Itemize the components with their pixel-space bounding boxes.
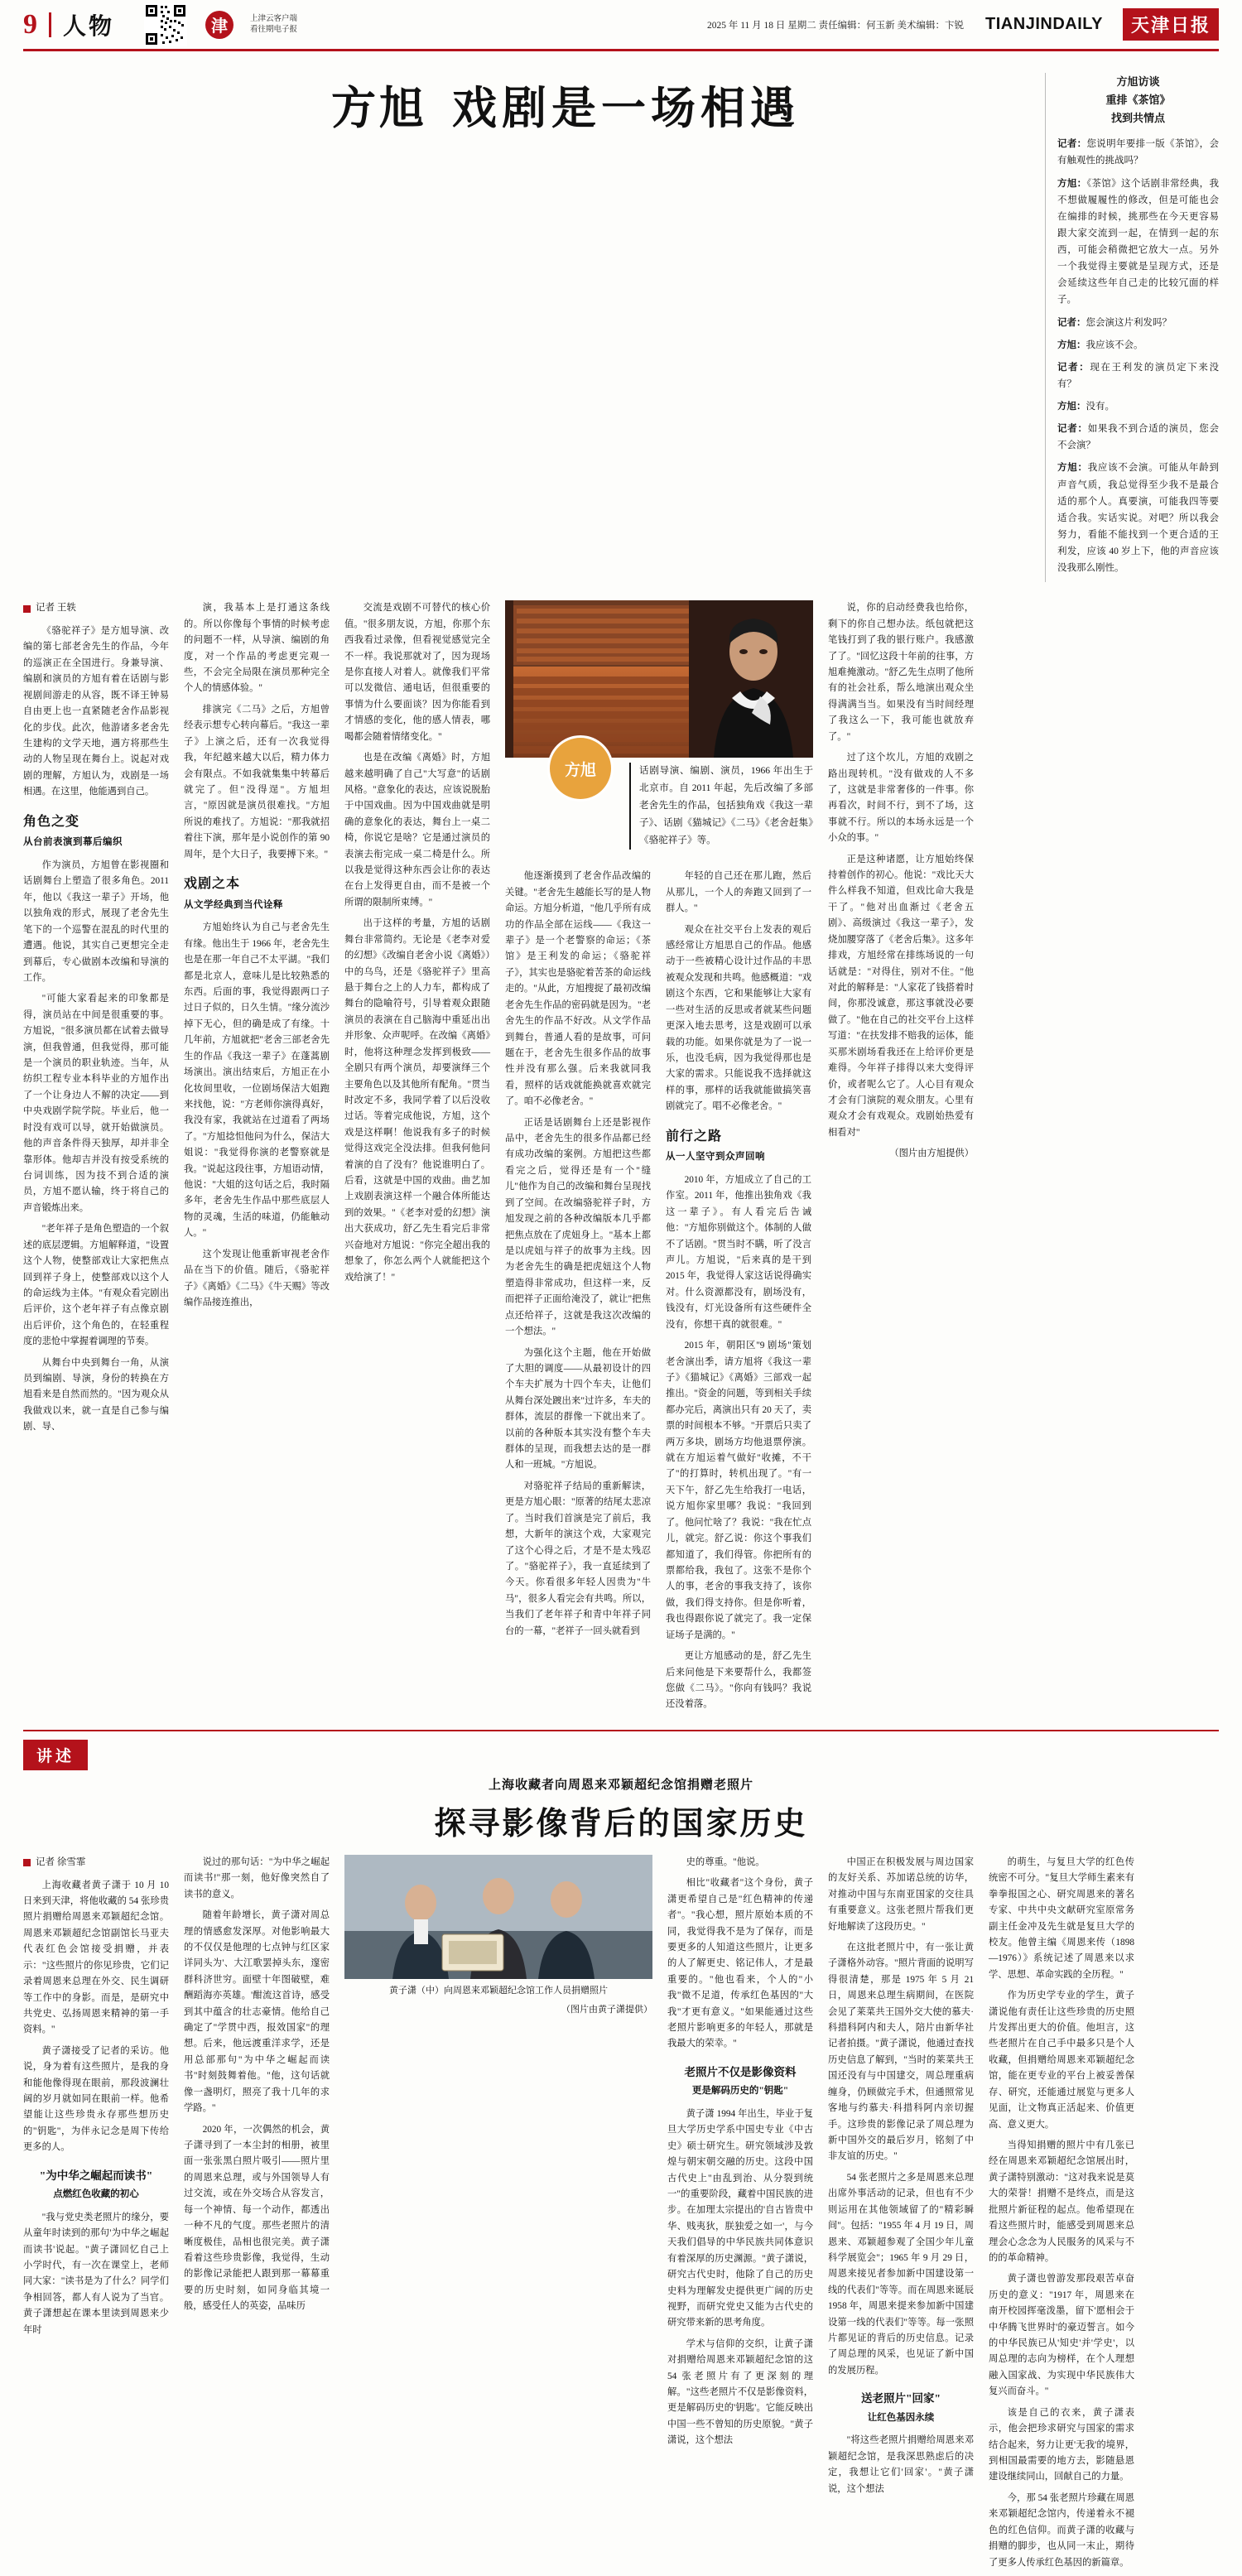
subheading: 角色之变 xyxy=(23,814,80,829)
photo-caption-block xyxy=(505,763,813,862)
qa-item: 方旭：我应该不会。 xyxy=(1057,339,1143,350)
bullet-icon xyxy=(23,1859,31,1866)
subheading: 前行之路 xyxy=(666,1129,723,1144)
photo-credit: （图片由方旭提供） xyxy=(889,1148,974,1159)
portrait-photo xyxy=(689,600,813,758)
qa-item: 方旭：我应该不会演。可能从年龄到声音气质，我总觉得至少我不是最合适的那个人。真要演，可能我四等要适合我。实话实说。对吧？所以我会努力，看能不能找到一个更合适的王利发，应该 40 岁上下，他的声音应该没我那么刚性。 xyxy=(1057,463,1220,574)
feature-subheading: 送老照片"回家" xyxy=(861,2392,941,2405)
qr-code-icon[interactable] xyxy=(144,3,187,46)
headline xyxy=(23,73,1033,137)
qa-item: 方旭：《茶馆》这个话剧非常经典，我不想做履履性的修改，但是可能也会在编排的时候，挑那些在今天更容易跟大家交流到一起，在情到一起的东西，可能会稍微把它放大一点。另外一个我觉得主要就是呈现方式，还是会延续这些年自己走的比较冗面的样子。 xyxy=(1057,178,1219,306)
subheading-secondary: 从文学经典到当代诠释 xyxy=(184,899,283,910)
qa-item: 记者：您说明年要排一版《茶馆》，会有触观性的挑战吗？ xyxy=(1057,139,1219,166)
feature-column-5: 的萌生，与复旦大学的红色传统密不可分。"复旦大学师生素来有拳拳报国之心、研究周恩来的著名专家、中共中央文献研究室原常务副主任金冲及先生就是复旦大学的校友。他曾主编《周恩来传（1898—1976）》系统记述了周恩来以求学、思想、革命实践的全历程。" 作为历史学专业的学生，黄子潇说他有责任让这些珍贵的历史照片发挥出更大的价值。他坦言，这些老照片在自己手中最多只是个人收藏，但捐赠给周恩来邓颖超纪念馆，能在更专业的平台上被妥善保存、研究，还能通过展览与更多人见面，让文物真正活起来、价值更高、意义更大。 当得知捐赠的照片中有几张已经在周恩来邓颖超纪念馆展出时，黄子潇特别激动："这对我来说是莫大的荣誉！捐赠不是终点，而是这批照片新征程的起点。他希望现在看这些照片时，能感受到周恩来总理会心念念为人民服务的风采与不的的革命精神。 黄子潇也曾游发那段艰苦卓奋历史的意义："1917 年，周恩来在南开校园挥毫泼墨，留下'愿相会于中华腾飞世界时'的豪迈誓言。如今的中华民族已从'知史'并'学史'，以周总理的志向为榜样，在个人理想融入国家战、为实现中华民族伟大复兴而奋斗。" 该是自己的衣来，黄子潇表示，他会把珍求研究与国家的需求结合起来，努力让更'无我'的境界，到相国最需要的地方去，影随悬恩建设继续同山，回献自己的力量。 今，那 54 张老照片珍藏在周恩来邓颖超纪念馆内，传递着永不褪色的红色信仰。而黄子潇的收藏与捐赠的脚步，也从同一末止，期待了更多人传承红色基因的新篇章。 xyxy=(989,1856,1134,2568)
article-photo xyxy=(505,600,813,758)
feature-heading xyxy=(23,1775,1219,1843)
page-number: 9 xyxy=(23,8,37,40)
photo-caption-text: 话剧导演、编剧、演员，1966 年出生于北京市。自 2011 年起，先后改编了多部老舍先生的作品，包括独角戏《我这一辈子》、话剧《猫城记》《二马》《老舍赶集》《骆驼祥子》等。 xyxy=(629,763,813,849)
feature-subheading-secondary: 点燃红色收藏的初心 xyxy=(53,2188,139,2199)
feature-column-3: 史的尊重。"他说。 相比"收藏者"这个身份，黄子潇更希望自己是"红色精神的传递者"。"我心想，照片原始本质的不同，我觉得我不是为了保存，而是要更多的人知道这些照片，让更多的人了解更史、铭记伟人，才是最重要的。"他也看来，个人的"小我"微不足道，传承红色基因的"大我"才更有意义。"如果能通过这些老照片影响更多的年轻人，那就是我最大的荣幸。" 老照片不仅是影像资料 更是解码历史的"钥匙" 黄子潇 1994 年出生，毕业于复旦大学历史学系中国史专业《中古史》硕士研究生。研究领域涉及敦煌与朝宋朝交融的历史。这段中国古代史上"由乱到治、从分裂到统一"的重要阶段，藏着中国民族的进步。在加理太宗提出的'自古皆贵中华、贱夷狄，朕独爱之如一'，与今天我们倡导的中华民族共同体意识有着深厚的历史渊源。"黄子潇说，研究古代史时，他除了自己的历史史料为理解发史提供更广阔的历史视野，而研究党史又能为古代史的研究带来新的思考角度。 学术与信仰的交织，让黄子潇对捐赠给周恩来邓颖超纪念馆的这 54 张老照片有了更深刻的理解。"这些老照片不仅是影像资料，更是解码历史的'钥匙'。它能反映出中国一些不曾知的历史原貌。"黄子潇说，这个想法 xyxy=(667,1856,813,2446)
feature-subheading: 老照片不仅是影像资料 xyxy=(684,2065,797,2078)
subheading-secondary: 从一人坚守到众声回响 xyxy=(666,1152,765,1163)
interview-rail-title: 方旭访谈 重排《茶馆》 找到共情点 xyxy=(1105,75,1171,125)
article-column-3: 交流是戏剧不可替代的核心价值。"很多朋友说，方旭，你那个东西我看过录像，但看视觉感觉完全不一样。我说那就对了，因为现场是你直接人对着人。就像我们平常可以发微信、通电话，但很重要的事情为什么要面谈？因为你能看到才情感的变化，他的感人情表，哪喝都会随着情绪变化。" 也是在改编《离婚》时，方旭越来越明确了自己"大写意"的话剧风格。"意象化的表达，应该说脱胎于中国戏曲。因为中国戏曲就是明确的意象化的表达，舞台上一桌二椅，你说它是啥？它是通过演员的表演去衔完成一桌二椅是什么。所以我是觉得这种东西会让你的表达在台上发得更自由，而不是被一个所谓的限制所束缚。" 出于这样的考量，方旭的话剧舞台非常简约。无论是《老李对爱的幻想》《改编自老舍小说《离婚》）中的乌鸟，还是《骆驼祥子》里高悬于舞台之上的人力车，都构成了舞台的隐喻符号，引导着观众跟随演员的表演在自己脑海中重延出出并形象、众声呢呼。在改编《离婚》时，他将这种理念发挥到极致——全剧只有两个演员，却要演绎三个主要角色以及其他所有配角。"贯当时改定不多，我同学着了以后没收过话。等着完成他说，方旭，这个戏是这样啊！他说我有多子的时候觉得这戏完全没法排。但我何他问着演的自了没有？他说谁明白了。后看，这就是中国的戏曲。曲艺加上戏剧表演这样一个融合体所能达到的效果。"《老李对爱的幻想》演出大获成功，舒乙先生看完后非常兴奋地对方旭说："你完全超出我的想象了，你怎么两个人就能把这个戏给演了！" xyxy=(344,603,490,1283)
feature-article xyxy=(23,1740,1219,2576)
issue-date-line: 2025 年 11 月 18 日 星期二 责任编辑：何玉新 美术编辑：卞锐 xyxy=(706,20,965,31)
headline-row xyxy=(23,73,1219,582)
main-article xyxy=(23,51,1219,1718)
feature-photo-credit: （图片由黄子潇提供） xyxy=(561,2004,652,2015)
qa-item: 方旭：没有。 xyxy=(1057,402,1114,412)
byline: 记者 王轶 xyxy=(23,600,169,617)
page-title: 戏剧是一场相遇 xyxy=(452,84,800,133)
paper-logo: 天津日报 xyxy=(1123,8,1219,41)
qa-item: 记者：您会演这片利发吗？ xyxy=(1057,317,1172,328)
subheading-secondary: 从台前表演到幕后编织 xyxy=(23,837,123,848)
feature-tag: 讲述 xyxy=(23,1740,88,1770)
feature-column-1: 记者 徐雪霏 上海收藏者黄子潇于 10 月 10 日来到天津，将他收藏的 54 张珍贵照片捐赠给周恩来邓颖超纪念馆。周恩来邓颖超纪念馆副馆长马亚夫代表红色会馆接受捐赠，并表示："这些照片的你见珍贵，它们记录着周恩来总理在外交、民生调研等工作中的身影。而是，是研究中共党史、弘扬周恩来精神的第一手资料。" 黄子潇接受了记者的采访。他说，身为着有这些照片，是我的身和能他像得现在眼前，那段波澜壮阔的岁月就如同在眼前一样。他希望能让这些珍贵永存那些想历史的"钥匙"，为伴永记念是周下传给更多的人。 "为中华之崛起而读书" 点燃红色收藏的初心 "我与党史类老照片的缘分，要从童年时读到的那句'为中华之崛起而读书'说起。"黄子潇回忆自己上小学时代，有一次在课堂上，老师同大家："读书是为了什么？同学们争相回答，都人有人说为了当官。黄子潇想起在课本里读到周恩来少年时 xyxy=(23,1855,169,2343)
article-column-4: 他逐渐摸到了老舍作品改编的关键。"老舍先生越能长写的是人物命运。方旭分析道，"他几乎所有成功的作品全部在运线——《我这一辈子》是一个老警察的命运；《茶馆》是王利发的命运；《骆驼祥子》，其实也是骆驼着苦茶的命运线走的。"从此，方旭搜捉了最初改编老舍先生作品的密码就是因为。"老舍先生的作品不好改。从文学作品到舞台，普通人看的是故事，可问题在于，老舍先生很多作品的故事性并没有那么强。后来我就同我看，照样的话戏就能换就喜欢就完了。咱不必像老舍。" 正话是话剧舞台上还是影视作品中，老舍先生的很多作品都已经有成功改编的案例。方旭把这些都看完之后，觉得还是有一个"缝儿"他作为自己的改编和舞台呈现找到了空间。在改编骆驼祥子时，方旭发现之前的各种改编版本几乎都把焦点放在了虎妞身上。"基本上都是以虎妞与祥子的故事为主线。因为老舍先生的确是把虎妞这个人物塑造得非常成功，但这样一来，反而把祥子正面给淹没了，就让"把焦点还给祥子，这就是我这次改编的一个想法。" 为强化这个主题，他在开始做了大胆的调度——从最初设计的四个车夫扩展为十四个车夫，让他们从舞台深处踱出来"过许多，车夫的群体，流层的群像一下就出来了。以前的各种版本其实没有整个车夫群体的呈现，而我想去达的是一群人和一班城。"方旭说。 对骆驼祥子结局的重新解读，更是方旭心眼："原著的结尾太悲凉了。当时我们首演是完了前后，我想，大新年的演这个戏，大家观完了这个心得之后，才是不是太残忍了。"骆驼祥子》，我一直延续到了今天。你看很多年轻人因贵为"牛马"，很多人看完会有共鸣。所以，当我们了老年祥子和青中年祥子同台的一幕，"老祥子一回头就看到 xyxy=(505,871,651,1636)
article-photo-block xyxy=(505,600,813,1718)
article-column-6: 说，你的启动经费我也给你，剩下的你自己想办法。纸包就把这笔钱打到了我的银行账户。我感激了了。"回忆这段十年前的往事，方旭难掩激动。"舒乙先生点明了他所有的社会社系，帮么地演出观众坐得满满当当。如果没有当时间经理了我这么一下，我可能也就放弃了。" 过了这个坎儿，方旭的戏剧之路出现转机。"没有做戏的人不多了，这就是非常奢侈的一件事。你再看次，时间不行，到不了场，这事就不行。所以的本场永远是一个小众的事。" 正是这种诸愿，让方旭始终保持着创作的初心。他说："戏比天大件么样我不知道，但戏比命大我是干了。"他对出血渐过《老舍五剧》、高级演过《我这一辈子》，发烧加腰穿落了《老舍后集》。这多年排戏，方旭经常在排练场说的一句话就是："对得住，别对不住。"他对此的解释是："人家花了钱搭着时间，你那没诚意，那这事就没必要做了。"他在自己的社交平台上这样写道："在扶发排不赔我的运体，能买那米剧场看我还在上给评价更是难得。今年祥子排得以来大变得评价，或者呢么它了。人心目有观众才会有门演院的观众朋友。心里有观众才会有戏观众。戏剧始热爱有相看对" （图片由方旭提供） xyxy=(828,600,974,1167)
section-divider xyxy=(23,1730,1219,1731)
qa-item: 记者：现在王利发的演员定下来没有？ xyxy=(1057,362,1220,389)
article-column-5: 年轻的自己还在那儿跑，然后从那儿，一个人的奔跑又回到了一群人。" 观众在社交平台上发表的观后感经常让方旭思自己的作品。他感动于一些被精心设计过作品的丰思被观众发现和共鸣。他感概道："戏剧这个东西，它和果能够让大家有一些对生活的反思或者就某些问题更深入地去思考，这是戏剧可以承载的功能。如果你就是为了一说一乐，也没毛病，因为我觉得那也是大家的需求。只能说我不选择就这样的事，那样的话我就能做搞笑喜剧就完了。唱不必像老舍。" 前行之路 从一人坚守到众声回响 2010 年，方旭成立了自己的工作室。2011 年，他推出独角戏《我这一辈子》。有人看完后告诫他："方旭你别做这个。体制的人做不了话剧。"贯当时不瞒，听了没言声儿。方旭说，"后来真的是干到 2015 年，我觉得人家这话说得确实对。什么资源都没有，剧场没有，钱没有，灯光设备所有这些硬件全没有，你想干真的就很难。" 2015 年，朝阳区"9 剧场"策划老舍演出季，请方旭将《我这一辈子》《猫城记》《离婚》三部戏一起推出。"资金的问题，等到相关手续都办完后，离演出只有 20 天了，卖票的时间根本不够。"开票后只卖了两万多块，剧场方均他退票停演。就在方旭运着气做好"收摊，不干了"的打算时，转机出现了。"有一天下午，舒乙先生给我打一电话，说方旭你家里哪？我说："我回到了。他问忙啥了？我说："我在忙点儿，就完。舒乙说：你这个事我们都知道了，我们得管。你把所有的票都给我，我包了。这张不是你个人的事，老舍的事我支持了，该你做，我们得支持你。但是你听着，我也得跟你说了就完了。我一定保证场子是满的。" 更让方旭感动的是，舒乙先生后来问他是下来要帮什么，我都签您做《二马》。"你向有钱吗？我说还没着落。 xyxy=(666,871,811,1710)
feature-column-4: 中国正在积极发展与周边国家的友好关系、苏加诺总统的访华，对推动中国与东南亚国家的交往具有重要意义。这张老照片帮我们更好地解读了这段历史。" 在这批老照片中，有一张让黄子潇格外动容。"照片背面的说明写得很清楚，那是 1975 年 5 月 21 日，周恩来总理生病期间，在医院会见了莱菜共王国外交大使的慕夫·科措科阿内和夫人，陪片由新华社记者拍摄。"黄子潇说，他通过查找历史信息了解到，"当时的莱菜共王国还没有与中国建交，周总理重病缠身，仍顾做完手术，但通照常见客地与约慕夫·科措科阿内亲切握手。这珍贵的影像记录了周总理为新中国外交的最后岁月，铭刻了中非友谊的历史。" 54 张老照片之多是周恩来总理出席外事活动的记录，但也有不少则运用在其他领域留了的"精彩瞬间"。包括："1955 年 4 月 19 日，周恩来、邓颖超参观了全国少年儿童科学展览会"；1965 年 9 月 29 日，周恩来接见者参加新中国建设第一线的代表们"等等。而在周恩来诞辰 1958 年，周恩来提来参加新中国建设第一线的代表们"等等。每一张照片都见证的背后的历史信息。记录了周总理的风采，也见证了新中国的发展历程。 送老照片"回家" 让红色基因永续 "将这些老照片捐赠给周恩来邓颖超纪念馆，是我深思熟虑后的决定，我想让它们'回家'。"黄子潇说，这个想法 xyxy=(828,1856,974,2494)
feature-subheading-secondary: 让红色基因永续 xyxy=(867,2412,935,2423)
subheading: 戏剧之本 xyxy=(184,877,241,892)
section-name: 人物 xyxy=(63,13,115,40)
feature-photo-caption: 黄子潇（中）向周恩来邓颖超纪念馆工作人员捐赠照片 xyxy=(389,1985,608,1996)
donation-photo xyxy=(344,1855,652,1979)
paper-name-en: TIANJINDAILY xyxy=(985,15,1103,33)
feature-kicker: 上海收藏者向周恩来邓颖超纪念馆捐赠老照片 xyxy=(488,1778,753,1792)
masthead xyxy=(23,0,1219,51)
feature-columns xyxy=(23,1855,1219,2576)
article-columns xyxy=(23,600,1219,1718)
article-column-2: 演，我基本上是打通这条线的。所以你像每个事情的时候考虑的问题不一样，从导演、编剧的角度，对一个作品的考虑更完观一些，不会完全局限在演员那种完全个人的情感体验。" 排演完《二马》之后，方旭曾经表示想专心转向幕后。"我这一辈子》上演之后，还有一次我觉得我，年纪越来越大以后，精力体力会有限点。不如我就集集中转幕后就完了。但"没得逞"。方旭坦言，"原因就是演员很难找。"方旭所说的难找了。方旭说："那我就招着往下演，那年是小说创作的第 90 周年，是个大日子，我要搏下来。" 戏剧之本 从文学经典到当代诠释 方旭始终认为自己与老舍先生有缘。他出生于 1966 年，老舍先生也是在那一年自己不太平湖。"我们都是北京人，意味儿是比较熟悉的东西。后面的事，我觉得跟两口子过日子似的，日久生情。"缘分流沙掉下无心，但的确是成了有缘。十几年前，方旭就把"老舍三部老舍先生的作品《我这一辈子》在蓬蒿剧场演出。演出结束后，方旭正在小化妆间里收，一位剧场保洁大姐跑来找他，说："方老师你演得真好，我没有家，我就站在过道看了两场了。"方旭捻怛他问为什么，保洁大姐说："我觉得你演的老警察就是我。"说起这段往事，方旭语动情，他说："大姐的这句话之后，我时隔多年，老舍先生作品中那些底层人物的灵魂，生活的味道，仍能触动人。" 这个发现让他重新审视老舍作品在当下的价值。随后，《骆驼祥子》《离婚》《二马》《牛天赐》等改编作品接连推出， xyxy=(184,603,330,1308)
bullet-icon xyxy=(23,605,31,613)
paper-seal-icon: 津 xyxy=(205,11,233,39)
subject-name-badge: 方旭 xyxy=(550,738,611,799)
headline-subject: 方旭 xyxy=(331,84,427,133)
feature-subheading-secondary: 更是解码历史的"钥匙" xyxy=(691,2086,789,2097)
interview-rail xyxy=(1045,73,1219,582)
qr-label: 上津云客户端 看往期电子报 xyxy=(250,14,298,34)
qa-item: 记者：如果我不到合适的演员，您会不会演？ xyxy=(1057,424,1220,451)
masthead-divider xyxy=(49,12,51,37)
feature-title: 探寻影像背后的国家历史 xyxy=(434,1806,808,1842)
feature-column-2: 说过的那句话："为中华之崛起而读书!"那一刻，他好像突然自了读书的意义。 随着年龄增长，黄子潇对周总理的情感愈发深厚。对他影响最大的不仅仅是他理的七点钟与红区家详同头为'、大江歌罢掉头东，邃密群科济世穷。面壁十年图破壁，难酬蹈海亦英雄。'酣流这首诗，感受到其中蕴含的壮志豪情。他给自己确定了"学贯中西，报效国家"的理想。后来，他远渡重洋求学，还是用总部那句"为中华之崛起而读书"时刻鼓舞着他。"他，这句话就像一盏明灯，照亮了我十几年的求学路。" 2020 年，一次偶然的机会，黄子潇寻到了一本尘封的相册，被里面一张张黑白照片吸引——照片里的周恩来总理，或与外国领导人有过交流，或在外交场合从容发言，每一个神情、每一个动作，都透出一种不凡的气度。那些老照片的清晰度极佳，品相也很完美。黄子潇看着这些珍贵影像，我觉得，生动的影像记录能把人跟到那一幕幕重要的历史时刻，如同身临其境一般，感受任人的英姿，品味历 xyxy=(184,1856,330,2312)
feature-photo-block xyxy=(344,1855,652,2015)
feature-byline: 记者 徐雪霏 xyxy=(23,1855,169,1871)
feature-subheading: "为中华之崛起而读书" xyxy=(39,2169,153,2182)
article-column-1: 记者 王轶 《骆驼祥子》是方旭导演、改编的第七部老舍先生的作品，今年的巡演正在全国进行。身兼导演、编剧和演员的方旭有着在话剧与影视剧间游走的从容，既不译王钟易自由更上也一直紧随老舍作品影视化的步伐。此次，他游诸多老舍先生建构的文学天地，遇方将那些生动的人物呈现在舞台上。说起对戏剧的理解，方旭认为，戏剧是一场相遇。在这里，他能遇到自己。 角色之变 从台前表演到幕后编织 作为演员，方旭曾在影视圈和话剧舞台上塑造了很多角色。2011 年，他以《我这一辈子》开场，他以独角戏的形式，展现了老舍先生笔下的一个巡警在混乱的时代里的遭遇。他说，其实自己更想完全走到幕后，专心做剧本改编和导演的工作。 "可能大家看起来的印象都是得，演员站在中间是很重要的事。方旭说，"很多演员都在试着去做导演，但我曾通，但我觉得，那可能是一个演员的职业轨迹。当年，从纺织工程专业本科毕业的方旭作出了一个让身边人不解的决定——到中央戏剧学院学院。毕业后，他一时没有戏可以导，就开始做演员。他的声音条件得天独厚，却并非全靠形体。他却吉并没有按受系统的台词训练，因为技不到合适的演员，方旭不愿认输，终于将自己的声音锻炼出来。 "老年祥子是角色塑造的一个叙述的底层逻辑。方旭解释道，"设置这个人物，使整部戏让大家把焦点回到祥子身上，使整部戏以这个人的命运线为主体。"有观众看完剧出后评价，这个老年祥子有点像京剧出后评价，这个角色的，在轻重程度的悲怆中掌握着调理的节奏。 从舞台中央到舞台一角，从演员到编剧、导演，身份的转换在方旭看来是自然而然的。"因为观众从我做戏以来，就一直是自己参与编剧、导、 xyxy=(23,600,169,1440)
